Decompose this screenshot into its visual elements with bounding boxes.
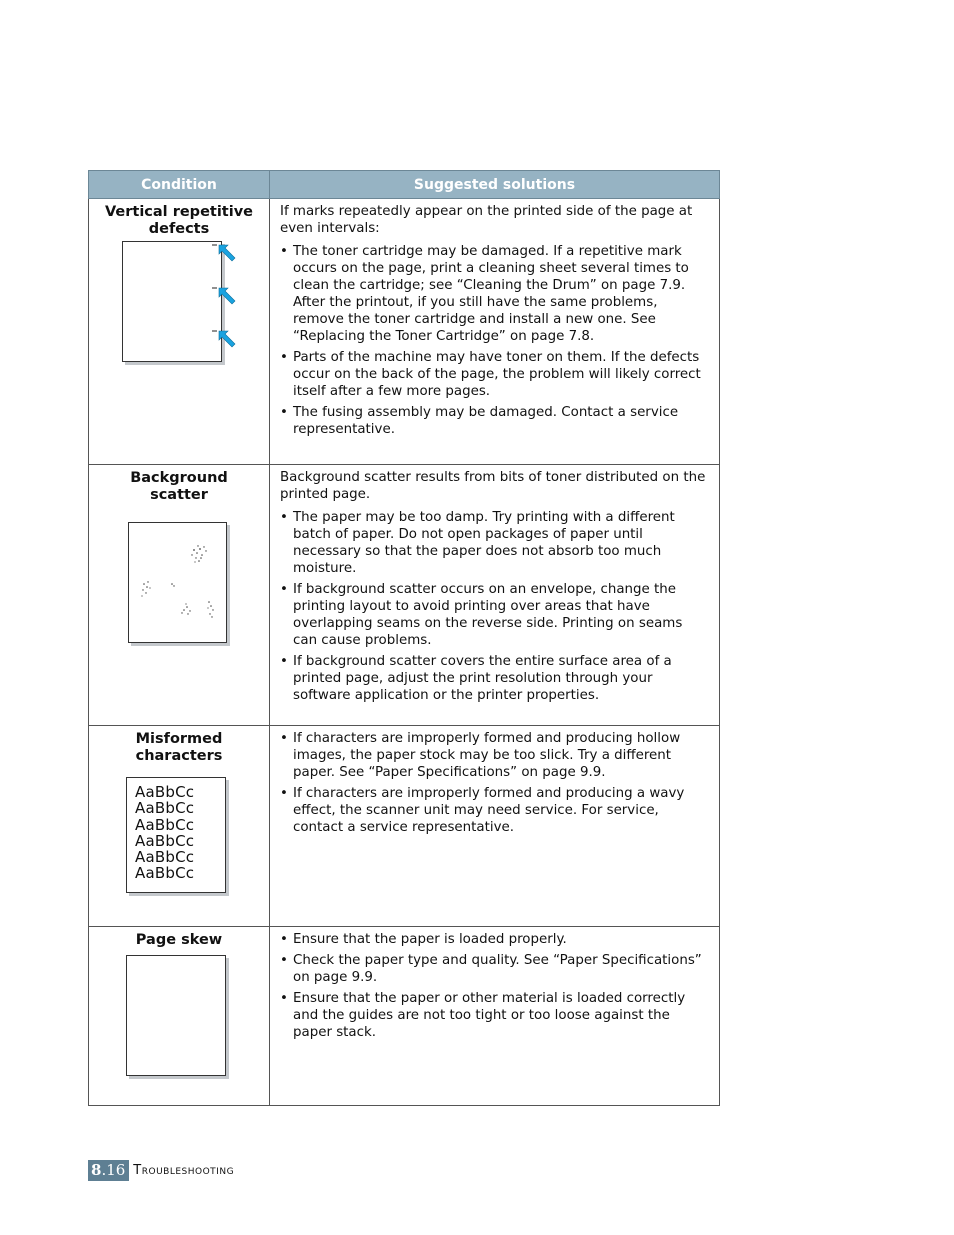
sample-text-line: AaBbCc (135, 864, 195, 883)
solutions-cell (270, 465, 720, 726)
solutions-cell (270, 199, 720, 465)
misformed-characters-illustration (124, 777, 234, 902)
condition-cell (89, 726, 270, 927)
troubleshooting-table-wrap (88, 170, 719, 1106)
solution-list (280, 931, 709, 1041)
list-item: • If background scatter covers the entire surface area of a printed page, adjust the print resolution through your software application or the printer properties. (280, 653, 709, 704)
condition-cell (89, 199, 270, 465)
section-title: Troubleshooting (133, 1163, 235, 1178)
page-skew-illustration (124, 955, 234, 1085)
list-item: • If characters are improperly formed and producing hollow images, the paper stock may be too slick. Try a different paper. See “Paper Specifications” on page 9.9. (280, 730, 709, 781)
solutions-cell (270, 927, 720, 1106)
solution-list (280, 509, 709, 704)
list-item: • The fusing assembly may be damaged. Contact a service representative. (280, 404, 709, 438)
table-row (89, 726, 720, 927)
solution-intro: Background scatter results from bits of toner distributed on the printed page. (280, 470, 706, 502)
paper-sheet (126, 777, 226, 893)
solution-intro: If marks repeatedly appear on the printed side of the page at even intervals: (280, 204, 693, 236)
table-header-row (89, 171, 720, 199)
condition-label: Background scatter (130, 470, 228, 503)
sample-text-line: AaBbCc (135, 783, 195, 801)
header-condition: Condition (89, 171, 270, 199)
list-item: • If characters are improperly formed and producing a wavy effect, the scanner unit may need service. For service, contact a service representative. (280, 785, 709, 836)
table-row (89, 465, 720, 726)
page-number-badge (88, 1160, 129, 1181)
header-solutions: Suggested solutions (270, 171, 720, 199)
toner-scatter-icon (124, 522, 234, 652)
blue-arrow-icon (114, 241, 244, 371)
solution-list (280, 730, 709, 836)
troubleshooting-table (88, 170, 720, 1106)
list-item: • Parts of the machine may have toner on them. If the defects occur on the back of the page, the problem will likely correct itself after a few more pages. (280, 349, 709, 400)
list-item: • If background scatter occurs on an envelope, change the printing layout to avoid printing over areas that have overlapping seams on the reverse side. Printing on seams can cause problems. (280, 581, 709, 649)
list-item: • Ensure that the paper or other material is loaded correctly and the guides are not too tight or too loose against the paper stack. (280, 990, 709, 1041)
sample-text-line: AaBbCc (135, 815, 195, 834)
solution-list (280, 243, 709, 438)
condition-cell (89, 927, 270, 1106)
list-item: • The paper may be too damp. Try printing with a different batch of paper. Do not open packages of paper until necessary so that the paper does not absorb too much moisture. (280, 509, 709, 577)
list-item: • Ensure that the paper is loaded properly. (280, 931, 709, 948)
condition-label: Misformed characters (135, 731, 223, 764)
condition-label: Vertical repetitive defects (104, 204, 253, 237)
sample-text-line: AaBbCc (135, 848, 195, 867)
condition-label: Page skew (135, 932, 223, 948)
table-row (89, 199, 720, 465)
vertical-defects-illustration (114, 241, 244, 371)
sample-text-line: AaBbCc (135, 831, 195, 850)
page-footer (88, 1160, 234, 1181)
paper-sheet (126, 955, 226, 1076)
chapter-number: 8 (91, 1161, 102, 1179)
sample-text-block (127, 778, 225, 882)
page-number: .16 (101, 1161, 126, 1179)
background-scatter-illustration (124, 522, 234, 652)
table-row (89, 927, 720, 1106)
solutions-cell (270, 726, 720, 927)
list-item: • The toner cartridge may be damaged. If a repetitive mark occurs on the page, print a cleaning sheet several times to clean the cartridge; see “Cleaning the Drum” on page 7.9. After the printout, if you still have the same problems, remove the toner cartridge and install a new one. See “Replacing the Toner Cartridge” on page 7.8. (280, 243, 709, 345)
list-item: • Check the paper type and quality. See “Paper Specifications” on page 9.9. (280, 952, 709, 986)
sample-text-line: AaBbCc (135, 799, 195, 818)
condition-cell (89, 465, 270, 726)
